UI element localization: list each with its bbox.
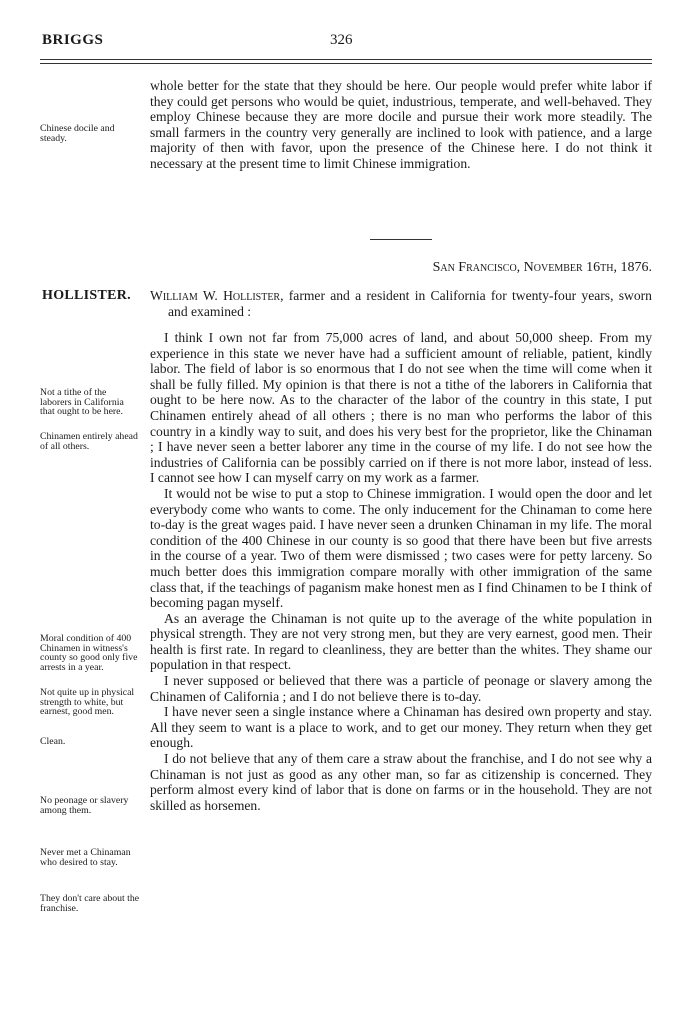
- testimony-paragraph: I never supposed or believed that there was a particle of peonage or slavery among the Chinamen of California ; and I do not believe there is to-day.: [150, 673, 652, 704]
- testimony-paragraph: It would not be wise to put a stop to Chinese immigration. I would open the door and let everybody come who wants to come. The only inducement for the Chinaman to come here to-day is the great wages paid. I have never seen a drunken Chinaman in my life. The moral condition of the 400 Chinese in our county is so good that there have been but five arrests in the course of a year. Two of them were dismissed ; two cases were for petty larceny. So much better does this immigration compare morally with other immigration of the same class that, if the teachings of paganism make honest men as I find Chinamen to be I think of becoming pagan myself.: [150, 485, 652, 611]
- margin-note: Clean.: [40, 736, 66, 747]
- witness-name: William W. Hollister,: [150, 288, 284, 303]
- dateline-text: San Francisco, November 16th, 1876.: [432, 260, 652, 275]
- witness-intro-text: farmer and a resident in California for twenty-four years, sworn and examined :: [168, 288, 652, 319]
- margin-note: Chinamen entirely ahead of all others.: [40, 431, 138, 452]
- margin-note: Not quite up in physical strength to white, but earnest, good men.: [40, 687, 135, 718]
- continued-paragraph-block: [150, 78, 652, 172]
- continued-paragraph: whole better for the state that they should be here. Our people would prefer white labor if they could get persons who would be quiet, industrious, temperate, and well-behaved. They employ Chinese because they are more docile and pursue their work more steadily. The small farmers in the country very generally are inclined to look with patience, and a large majority of then with favor, upon the presence of the Chinese here. I do not think it necessary at the present time to limit Chinese immigration.: [150, 78, 652, 171]
- margin-note: Never met a Chinaman who desired to stay.: [40, 847, 131, 868]
- section-divider: [370, 239, 432, 240]
- testimony-paragraph: I have never seen a single instance where a Chinaman has desired own property and stay. All they seem to want is a place to work, and to get our money. They return when they get enough.: [150, 704, 652, 751]
- page-number: 326: [330, 32, 353, 48]
- margin-note: Moral condition of 400 Chinamen in witness's county so good only five arrests in a year.: [40, 633, 138, 673]
- margin-note: Chinese docile and steady.: [40, 123, 115, 144]
- margin-note: They don't care about the franchise.: [40, 893, 140, 914]
- margin-note: Not a tithe of the laborers in California that ought to be here.: [40, 387, 124, 418]
- witness-heading: HOLLISTER.: [42, 288, 131, 303]
- header-rule-bottom: [40, 63, 652, 64]
- witness-intro: [150, 288, 652, 319]
- testimony-block: [150, 330, 652, 813]
- header-rule-top: [40, 59, 652, 60]
- margin-note: No peonage or slavery among them.: [40, 795, 129, 816]
- testimony-paragraph: I think I own not far from 75,000 acres of land, and about 50,000 sheep. From my experience in this state we never have had a sufficient amount of reliable, patient, kindly labor. The field of labor is so enormous that I do not see when the time will come when it shall be fully filled. My opinion is that there is not a tithe of the laborers in California that ought to be here now. As to the character of the labor of the country in this state, I put Chinamen entirely ahead of all others ; there is no man who performs the labor of this country in a kindly way to suit, and does his very best for the proprietor, like the Chinaman ; I have never seen a better laborer any time in the course of my life. I do not see how the industries of California can be possibly carried on if there is not more labor, instead of less. I cannot see how I can myself carry on my work as a farmer.: [150, 330, 652, 486]
- testimony-paragraph: I do not believe that any of them care a straw about the franchise, and I do not see why a Chinaman is not just as good as any other man, so far as citizenship is concerned. They perform almost every kind of labor that is done on farms or in the household. They are not skilled as horsemen.: [150, 751, 652, 813]
- testimony-paragraph: As an average the Chinaman is not quite up to the average of the white population in physical strength. They are not very strong men, but they are very earnest, good men. Their health is first rate. In regard to cleanliness, they are better than the whites. They shame our population in that respect.: [150, 610, 652, 673]
- dateline: [150, 260, 652, 276]
- running-head-name: BRIGGS: [42, 32, 104, 48]
